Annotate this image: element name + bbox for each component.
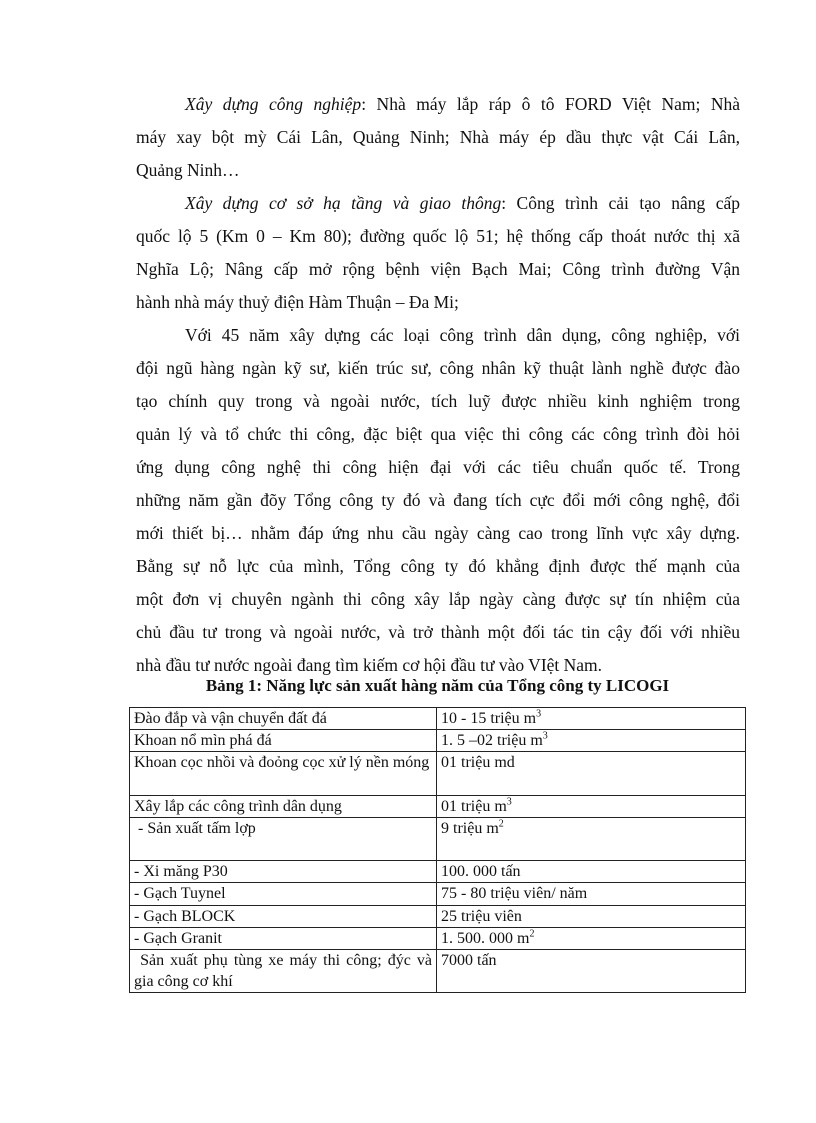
- line-text: tạo chính quy trong và ngoài nước, tích luỹ được nhiều kinh nghiệm trong: [136, 391, 740, 411]
- value-text: 01 triệu md: [441, 754, 515, 771]
- line-text: nhà đầu tư nước ngoài đang tìm kiếm cơ hội đầu tư vào VIệt Nam.: [136, 655, 603, 675]
- table-row: [130, 708, 746, 730]
- line-text: quản lý và tổ chức thi công, đặc biệt qua việc thi công các công trình đòi hỏi: [136, 424, 740, 444]
- value-text: 7000 tấn: [441, 952, 497, 969]
- value-cell: [437, 708, 746, 730]
- text-line: [185, 192, 740, 214]
- italic-heading: Xây dựng cơ sở hạ tầng và giao thông: [185, 193, 502, 213]
- item-cell: - Gạch Granit: [130, 928, 437, 950]
- line-text: Nghĩa Lộ; Nâng cấp mở rộng bệnh viện Bạch Mai; Công trình đường Vận: [136, 259, 740, 279]
- value-cell: [437, 906, 746, 928]
- item-cell: - Xi măng P30: [130, 861, 437, 883]
- value-cell: [437, 883, 746, 906]
- value-cell: [437, 928, 746, 950]
- line-text: quốc lộ 5 (Km 0 – Km 80); đường quốc lộ 51; hệ thống cấp thoát nước thị xã: [136, 226, 740, 246]
- text-line: [136, 159, 740, 181]
- text-line: [136, 489, 740, 511]
- unit-exponent: 3: [536, 708, 542, 720]
- text-line: [185, 324, 740, 346]
- text-line: [136, 357, 740, 379]
- value-text: 10 - 15 triệu m: [441, 710, 537, 727]
- value-cell: [437, 818, 746, 861]
- table-row: [130, 861, 746, 883]
- text-line: [136, 225, 740, 247]
- item-cell: - Gạch BLOCK: [130, 906, 437, 928]
- text-line: [136, 291, 740, 313]
- line-text: máy xay bột mỳ Cái Lân, Quảng Ninh; Nhà máy ép dầu thực vật Cái Lân,: [136, 127, 740, 147]
- text-line: [136, 126, 740, 148]
- line-text: những năm gần đõy Tổng công ty đó và đang tích cực đổi mới công nghệ, đổi: [136, 490, 740, 510]
- line-text: : Nhà máy lắp ráp ô tô FORD Việt Nam; Nhà: [361, 94, 740, 114]
- table-caption: Bảng 1: Năng lực sản xuất hàng năm của Tổng công ty LICOGI: [205, 676, 670, 695]
- text-line: [136, 522, 740, 544]
- line-text: ứng dụng công nghệ thi công hiện đại với các tiêu chuẩn quốc tế. Trong: [136, 457, 740, 477]
- item-cell: - Sản xuất tấm lợp: [130, 818, 437, 861]
- unit-exponent: 2: [498, 818, 504, 830]
- table-row: [130, 883, 746, 906]
- capacity-table: [129, 707, 746, 993]
- value-text: 25 triệu viên: [441, 908, 522, 925]
- line-text: hành nhà máy thuỷ điện Hàm Thuận – Đa Mi;: [136, 292, 459, 312]
- value-cell: [437, 950, 746, 993]
- unit-exponent: 3: [542, 730, 548, 742]
- line-text: Quảng Ninh…: [136, 160, 240, 180]
- value-text: 01 triệu m: [441, 798, 507, 815]
- line-text: một đơn vị chuyên ngành thi công xây lắp ngày càng được sự tín nhiệm của: [136, 589, 740, 609]
- line-text: : Công trình cải tạo nâng cấp: [501, 193, 740, 213]
- unit-exponent: 2: [529, 928, 535, 940]
- value-text: 9 triệu m: [441, 820, 499, 837]
- text-line: [136, 390, 740, 412]
- table-row: [130, 730, 746, 752]
- table-row: [130, 950, 746, 993]
- table-row: [130, 818, 746, 861]
- table-row: [130, 928, 746, 950]
- value-text: 100. 000 tấn: [441, 863, 521, 880]
- item-cell: Đào đắp và vận chuyển đất đá: [130, 708, 437, 730]
- text-line: [185, 93, 740, 115]
- item-cell: Khoan nổ mìn phá đá: [130, 730, 437, 752]
- text-line: [136, 456, 740, 478]
- line-text: chủ đầu tư trong và ngoài nước, và trở thành một đối tác tin cậy đối với nhiều: [136, 622, 740, 642]
- item-cell: Sản xuất phụ tùng xe máy thi công; đýc và gia công cơ khí: [130, 950, 437, 993]
- italic-heading: Xây dựng công nghiệp: [185, 94, 362, 114]
- text-line: [136, 423, 740, 445]
- value-text: 1. 500. 000 m: [441, 930, 530, 947]
- line-text: mới thiết bị… nhằm đáp ứng nhu cầu ngày càng cao trong lĩnh vực xây dựng.: [136, 523, 740, 543]
- value-cell: [437, 861, 746, 883]
- value-cell: [437, 796, 746, 818]
- text-line: [136, 588, 740, 610]
- line-text: Với 45 năm xây dựng các loại công trình dân dụng, công nghiệp, với: [185, 325, 740, 345]
- value-cell: [437, 752, 746, 796]
- item-cell: Xây lắp các công trình dân dụng: [130, 796, 437, 818]
- value-cell: [437, 730, 746, 752]
- text-line: [136, 258, 740, 280]
- line-text: Bằng sự nỗ lực của mình, Tổng công ty đó khẳng định được thế mạnh của: [136, 556, 740, 576]
- line-text: đội ngũ hàng ngàn kỹ sư, kiến trúc sư, công nhân kỹ thuật lành nghề được đào: [136, 358, 740, 378]
- value-text: 1. 5 –02 triệu m: [441, 732, 543, 749]
- text-line: [136, 654, 740, 676]
- table-row: [130, 796, 746, 818]
- text-line: [136, 555, 740, 577]
- item-cell: - Gạch Tuynel: [130, 883, 437, 906]
- value-text: 75 - 80 triệu viên/ năm: [441, 885, 588, 902]
- unit-exponent: 3: [506, 796, 512, 808]
- item-cell: Khoan cọc nhồi và đoỏng cọc xử lý nền móng: [130, 752, 437, 796]
- table-row: [130, 906, 746, 928]
- text-line: [136, 621, 740, 643]
- table-row: [130, 752, 746, 796]
